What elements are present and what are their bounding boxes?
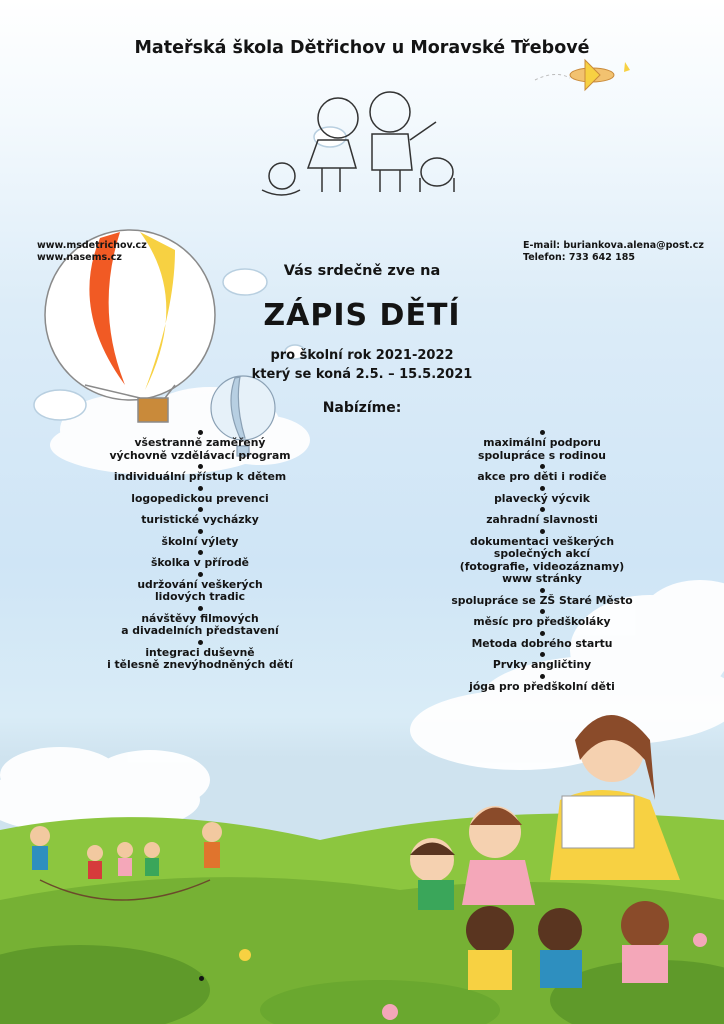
list-item — [80, 493, 320, 506]
list-item — [422, 437, 662, 462]
list-item — [80, 514, 320, 527]
list-item — [80, 437, 320, 462]
offers-list-left — [80, 428, 320, 673]
list-item-text: akce pro děti i rodiče — [477, 470, 607, 483]
list-item-text: školní výlety — [161, 534, 239, 548]
school-year: pro školní rok 2021-2022 — [270, 348, 454, 363]
list-item-text: plavecký výcvik — [494, 491, 590, 505]
list-item — [80, 579, 320, 604]
contact-info — [523, 240, 704, 264]
phone-text: Telefon: 733 642 185 — [523, 252, 635, 263]
kids-line-drawing — [262, 92, 454, 195]
bullet-dot — [198, 529, 203, 534]
airplane-drawing — [535, 60, 630, 90]
bullet-dot — [540, 464, 545, 469]
list-item-text: společných akcí — [493, 547, 591, 560]
list-item — [422, 638, 662, 651]
list-item-text: všestranně zaměřený — [134, 436, 266, 449]
list-item-text: výchovně vzdělávací program — [109, 448, 291, 462]
bullet-dot — [540, 631, 545, 636]
list-item — [422, 471, 662, 484]
list-item-text: Prvky angličtiny — [492, 658, 592, 671]
bullet-dot — [540, 507, 545, 512]
bullet-dot — [540, 486, 545, 491]
list-item — [80, 471, 320, 484]
bullet-dot — [198, 606, 203, 611]
list-item-text: a divadelních představení — [121, 624, 279, 637]
list-item — [80, 647, 320, 672]
list-item-text: spolupráce se ZŠ Staré Město — [451, 593, 633, 607]
invitation-intro: Vás srdečně zve na — [283, 263, 441, 279]
bullet-dot — [198, 486, 203, 491]
list-item — [422, 681, 662, 694]
list-item — [422, 595, 662, 608]
school-name: Mateřská škola Dětřichov u Moravské Třebové — [134, 38, 590, 58]
email-text: E-mail: buriankova.alena@post.cz — [523, 240, 704, 251]
list-item-text: dokumentaci veškerých — [469, 534, 615, 548]
list-item — [422, 514, 662, 527]
list-item — [80, 536, 320, 549]
list-item — [80, 557, 320, 570]
bullet-dot — [540, 588, 545, 593]
list-item — [80, 613, 320, 638]
list-item-text: spolupráce s rodinou — [478, 448, 606, 462]
bullet-dot — [540, 652, 545, 657]
list-item — [422, 616, 662, 629]
bullet-dot — [198, 507, 203, 512]
list-item-text: zahradní slavnosti — [486, 513, 598, 526]
bullet-dot — [198, 640, 203, 645]
list-item-text: Metoda dobrého startu — [471, 636, 613, 650]
bullet-dot — [198, 430, 203, 435]
list-item — [422, 536, 662, 586]
page-title: ZÁPIS DĚTÍ — [263, 298, 461, 333]
list-item-text: udržování veškerých — [137, 577, 263, 591]
list-item-text: integraci duševně — [145, 645, 255, 659]
bullet-dot — [540, 430, 545, 435]
bullet-dot — [198, 572, 203, 577]
bullet-dot — [540, 609, 545, 614]
bullet-dot — [198, 550, 203, 555]
list-item-text: měsíc pro předškoláky — [473, 615, 611, 628]
offers-list-right — [422, 428, 662, 694]
list-item-text: www stránky — [502, 572, 582, 585]
list-item-text: lidových tradic — [154, 590, 246, 603]
bullet-dot — [540, 529, 545, 534]
list-item — [422, 493, 662, 506]
enrollment-dates: který se koná 2.5. – 15.5.2021 — [251, 367, 473, 382]
bullet-dot — [198, 464, 203, 469]
list-item-text: školka v přírodě — [150, 556, 249, 569]
bullet-dot — [199, 976, 204, 981]
bullet-dot — [540, 674, 545, 679]
list-item-text: maximální podporu — [483, 436, 601, 449]
list-item-text: individuální přístup k dětem — [113, 470, 287, 483]
web-links — [37, 240, 147, 264]
list-item — [422, 659, 662, 672]
website-link-1[interactable]: www.msdetrichov.cz — [37, 240, 147, 251]
website-link-2[interactable]: www.nasems.cz — [37, 252, 122, 263]
list-item-text: i tělesně znevýhodněných dětí — [107, 658, 293, 671]
list-item-text: (fotografie, videozáznamy) — [459, 559, 625, 573]
list-item-text: jóga pro předškolní děti — [469, 679, 615, 693]
list-item-text: návštěvy filmových — [141, 611, 259, 625]
list-item-text: logopedickou prevenci — [131, 491, 269, 505]
list-item-text: turistické vycházky — [141, 513, 259, 526]
offer-label: Nabízíme: — [322, 400, 402, 416]
